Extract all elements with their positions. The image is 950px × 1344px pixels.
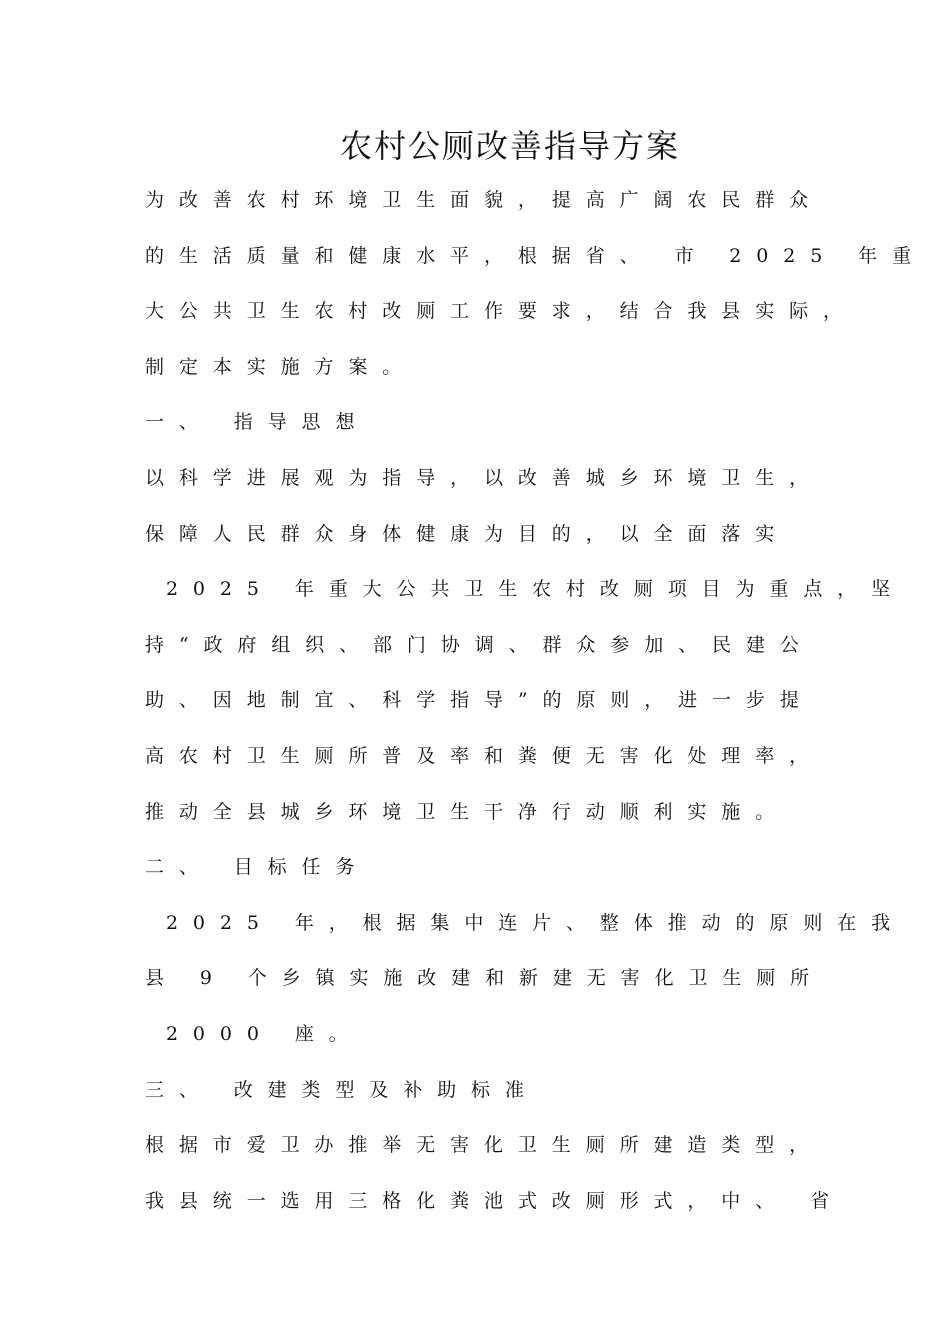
body-line: 2025 年，根据集中连片、整体推动的原则在我 (145, 911, 906, 934)
body-line: 持“政府组织、部门协调、群众参加、民建公 (145, 633, 814, 656)
body-line: 保障人民群众身体健康为目的，以全面落实 (145, 522, 790, 545)
body-line: 高农村卫生厕所普及率和粪便无害化处理率， (145, 744, 824, 767)
body-line: 我县统一选用三格化粪池式改厕形式，中、 省 (145, 1189, 844, 1212)
body-line: 2025 年重大公共卫生农村改厕项目为重点，坚 (145, 578, 906, 601)
body-line: 推动全县城乡环境卫生干净行动顺利实施。 (145, 800, 790, 823)
document-title: 农村公厕改善指导方案 (339, 127, 680, 165)
body-line: 2000 座。 (145, 1022, 363, 1045)
body-line: 大公共卫生农村改厕工作要求，结合我县实际， (145, 300, 857, 323)
body-line: 助、因地制宜、科学指导”的原则，进一步提 (145, 689, 814, 712)
body-line: 为改善农村环境卫生面貌，提高广阔农民群众 (145, 189, 824, 211)
body-line: 制定本实施方案。 (145, 355, 417, 378)
body-line: 的生活质量和健康水平，根据省、 市 2025 年重 (145, 244, 926, 267)
body-line: 根据市爱卫办推举无害化卫生厕所建造类型， (145, 1134, 824, 1157)
section-heading: 三、 改建类型及补助标准 (145, 1078, 539, 1101)
body-line: 县 9 个乡镇实施改建和新建无害化卫生厕所 (145, 967, 825, 990)
section-heading: 一、 指导思想 (145, 411, 370, 434)
section-heading: 二、 目标任务 (145, 856, 370, 879)
body-line: 以科学进展观为指导，以改善城乡环境卫生， (145, 466, 824, 489)
document-body (145, 183, 945, 1239)
